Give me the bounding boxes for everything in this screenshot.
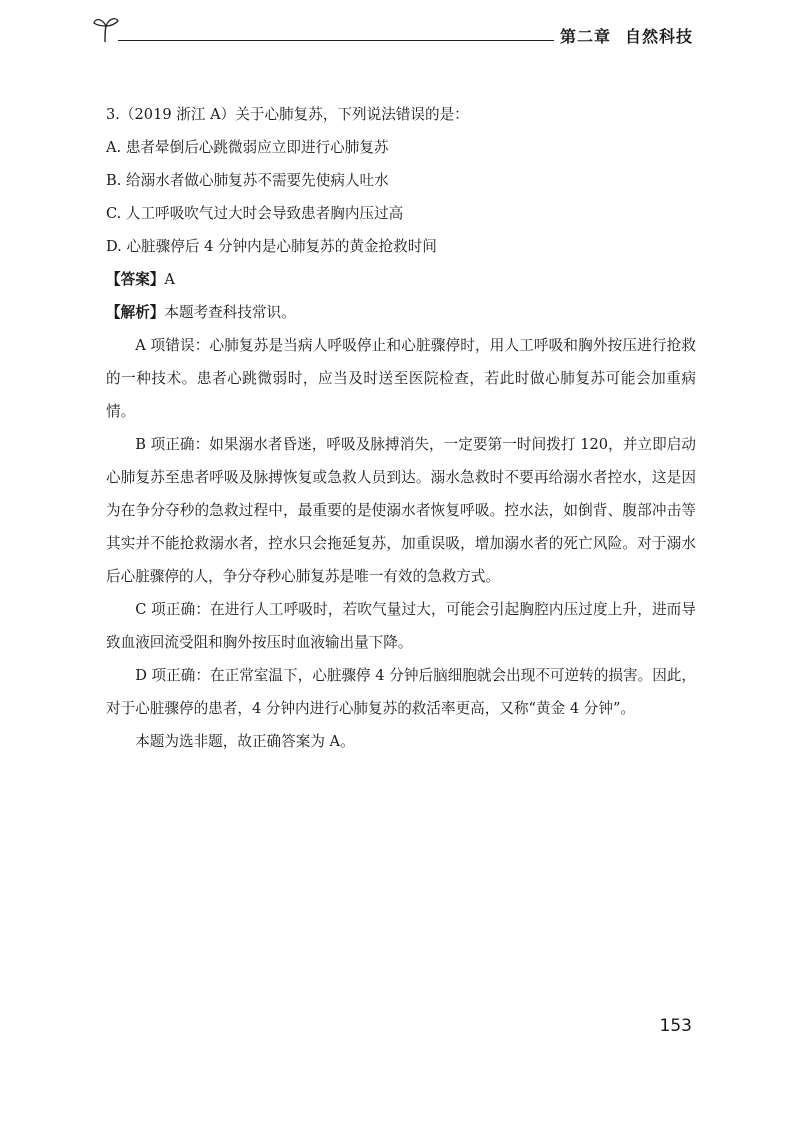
option-a: A. 患者晕倒后心跳微弱应立即进行心肺复苏 xyxy=(106,139,389,156)
analysis-paragraph-a: A 项错误：心肺复苏是当病人呼吸停止和心脏骤停时，用人工呼吸和胸外按压进行抢救的一种技术。患者心跳微弱时，应当及时送至医院检查，若此时做心肺复苏可能会加重病情。 xyxy=(106,337,696,420)
question-stem: 3.（2019 浙江 A）关于心肺复苏，下列说法错误的是： xyxy=(106,106,469,123)
answer-label: 【答案】 xyxy=(106,271,165,288)
page-header xyxy=(92,14,704,46)
answer-value: A xyxy=(164,271,175,288)
chapter-title: 自然科技 xyxy=(625,27,694,46)
page-number: 153 xyxy=(659,1016,692,1036)
chapter-heading xyxy=(560,24,693,47)
analysis-label: 【解析】 xyxy=(106,304,165,321)
analysis-paragraph-b: B 项正确：如果溺水者昏迷，呼吸及脉搏消失，一定要第一时间拨打 120，并立即启动心肺复苏至患者呼吸及脉搏恢复或急救人员到达。溺水急救时不要再给溺水者控水，这是因为在争分夺秒的急救过程中，最重要的是使溺水者恢复呼吸。控水法，如倒背、腹部冲击等其实并不能抢救溺水者，控水只会拖延复苏，加重误吸，增加溺水者的死亡风险。对于溺水后心脏骤停的人，争分夺秒心肺复苏是唯一有效的急救方式。 xyxy=(106,436,696,585)
chapter-number: 第二章 xyxy=(560,27,612,46)
analysis-line xyxy=(106,296,696,329)
conclusion: 本题为选非题，故正确答案为 A。 xyxy=(135,733,355,750)
answer-line xyxy=(106,263,696,296)
analysis-paragraph-c: C 项正确：在进行人工呼吸时，若吹气量过大，可能会引起胸腔内压过度上升，进而导致血液回流受阻和胸外按压时血液输出量下降。 xyxy=(106,601,696,651)
page-body xyxy=(106,98,696,758)
analysis-paragraph-d: D 项正确：在正常室温下，心脏骤停 4 分钟后脑细胞就会出现不可逆转的损害。因此，对于心脏骤停的患者，4 分钟内进行心肺复苏的救活率更高，又称“黄金 4 分钟”。 xyxy=(106,667,696,717)
option-c: C. 人工呼吸吹气过大时会导致患者胸内压过高 xyxy=(106,205,404,222)
header-rule xyxy=(118,40,554,41)
option-b: B. 给溺水者做心肺复苏不需要先使病人吐水 xyxy=(106,172,389,189)
analysis-intro: 本题考查科技常识。 xyxy=(164,304,296,321)
option-d: D. 心脏骤停后 4 分钟内是心肺复苏的黄金抢救时间 xyxy=(106,238,437,255)
